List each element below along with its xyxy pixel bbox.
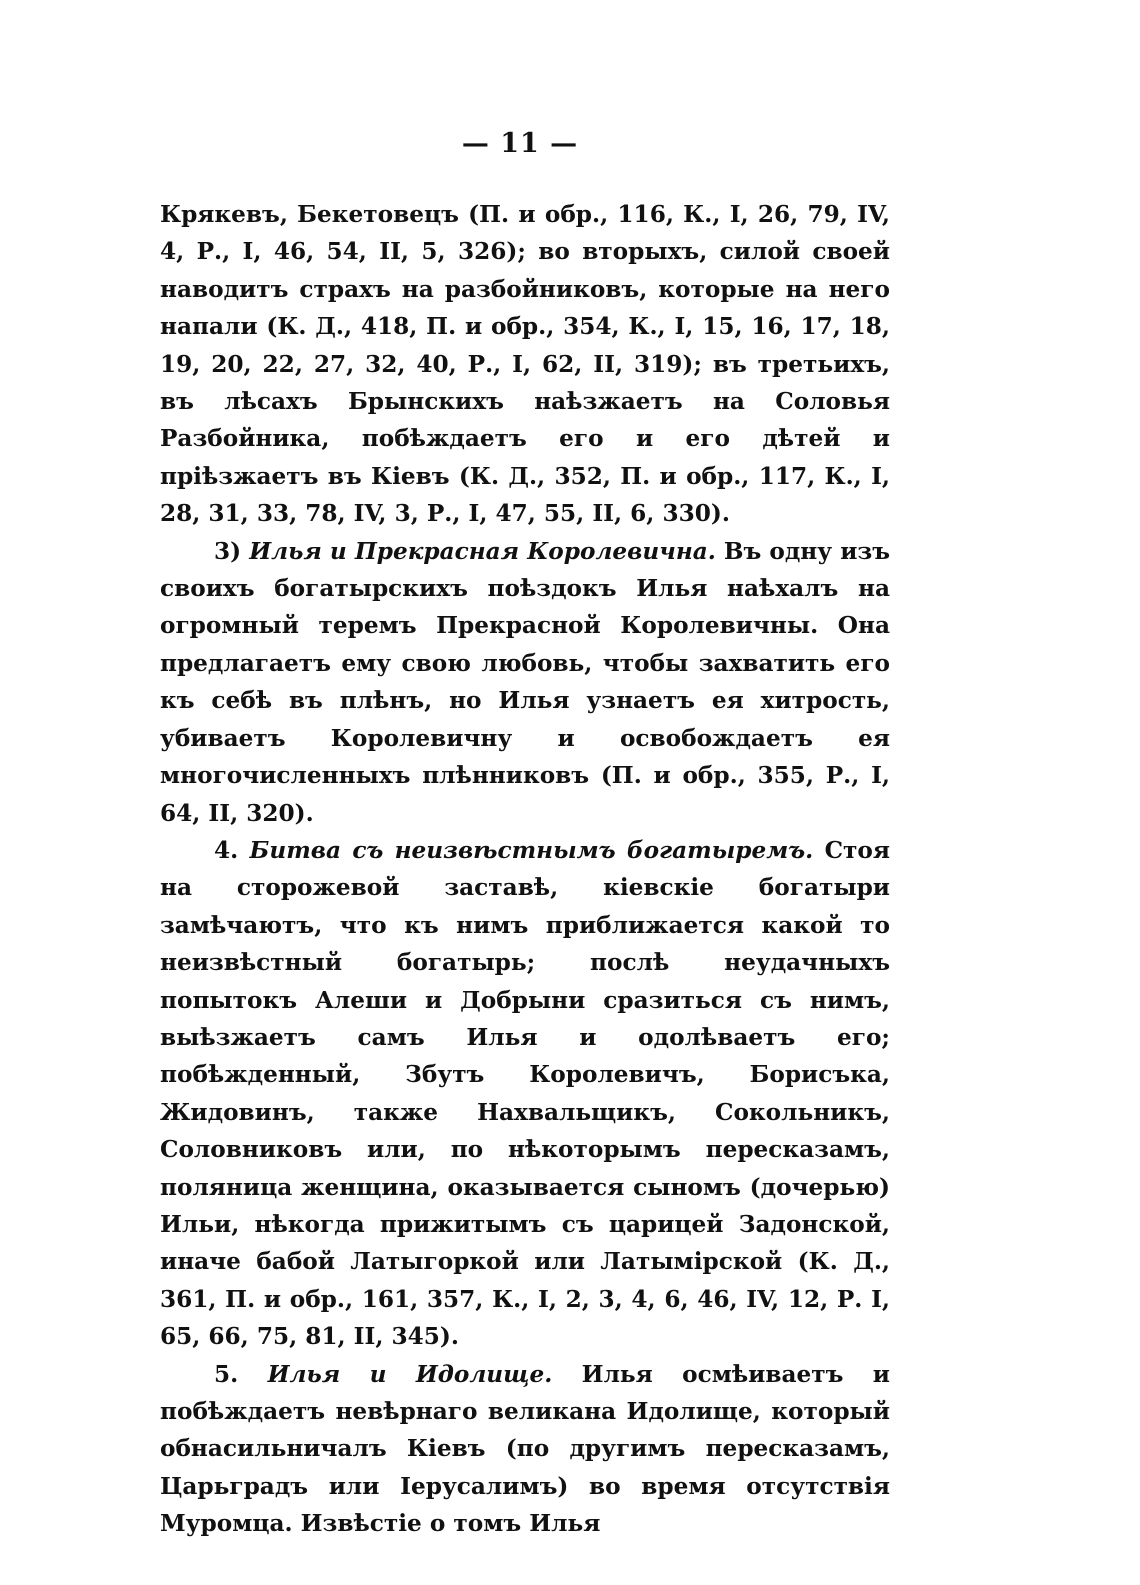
paragraph-section-3 [160,533,890,832]
section-number: 5. [214,1360,239,1388]
section-title: Илья и Прекрасная Королевична. [249,537,716,565]
paragraph-body: Стоя на сторожевой заставѣ, кіевскіе богатыри замѣчаютъ, что къ нимъ приближается какой то неизвѣстный богатырь; послѣ неудачныхъ попытокъ Алеши и Добрыни сразиться съ нимъ, выѣзжаетъ самъ Илья и одолѣваетъ его; побѣжденный, Збутъ Королевичъ, Борисъка, Жидовинъ, также Нахвальщикъ, Сокольникъ, Соловниковъ или, по нѣкоторымъ пересказамъ, поляница женщина, оказывается сыномъ (дочерью) Ильи, нѣкогда прижитымъ съ царицей Задонской, иначе бабой Латыгоркой или Латымірской (К. Д., 361, П. и обр., 161, 357, К., I, 2, 3, 4, 6, 46, IV, 12, Р. I, 65, 66, 75, 81, II, 345). [160,836,890,1351]
paragraph-body: Илья осмѣиваетъ и побѣждаетъ невѣрнаго великана Идолище, который обнасильничалъ Кіевъ (по другимъ пересказамъ, Царьградъ или Іерусалимъ) во время отсутствія Муромца. Извѣстіе о томъ Илья [160,1360,890,1538]
paragraph-body: Въ одну изъ своихъ богатырскихъ поѣздокъ Илья наѣхалъ на огромный теремъ Прекрасной Королевичны. Она предлагаетъ ему свою любовь, чтобы захватить его къ себѣ въ плѣнъ, но Илья узнаетъ ея хитрость, убиваетъ Королевичну и освобождаетъ ея многочисленныхъ плѣнниковъ (П. и обр., 355, Р., I, 64, II, 320). [160,537,890,827]
paragraph-body: Крякевъ, Бекетовецъ (П. и обр., 116, К., I, 26, 79, IV, 4, Р., I, 46, 54, II, 5, 326); во вторыхъ, силой своей наводитъ страхъ на разбойниковъ, которые на него напали (К. Д., 418, П. и обр., 354, К., I, 15, 16, 17, 18, 19, 20, 22, 27, 32, 40, Р., I, 62, II, 319); въ третьихъ, въ лѣсахъ Брынскихъ наѣзжаетъ на Соловья Разбойника, побѣждаетъ его и его дѣтей и пріѣзжаетъ въ Кіевъ (К. Д., 352, П. и обр., 117, К., I, 28, 31, 33, 78, IV, 3, Р., I, 47, 55, II, 6, 330). [160,201,890,528]
section-number: 4. [214,836,239,864]
section-number: 3) [214,537,242,565]
paragraph-continuation [160,196,890,533]
paragraph-section-5 [160,1356,890,1543]
page-text [160,196,890,1543]
section-title: Битва съ неизвѣстнымъ богатыремъ. [249,836,814,864]
section-title: Илья и Идолище. [267,1360,553,1388]
paragraph-section-4 [160,832,890,1356]
page-number: — 11 — [461,128,579,159]
